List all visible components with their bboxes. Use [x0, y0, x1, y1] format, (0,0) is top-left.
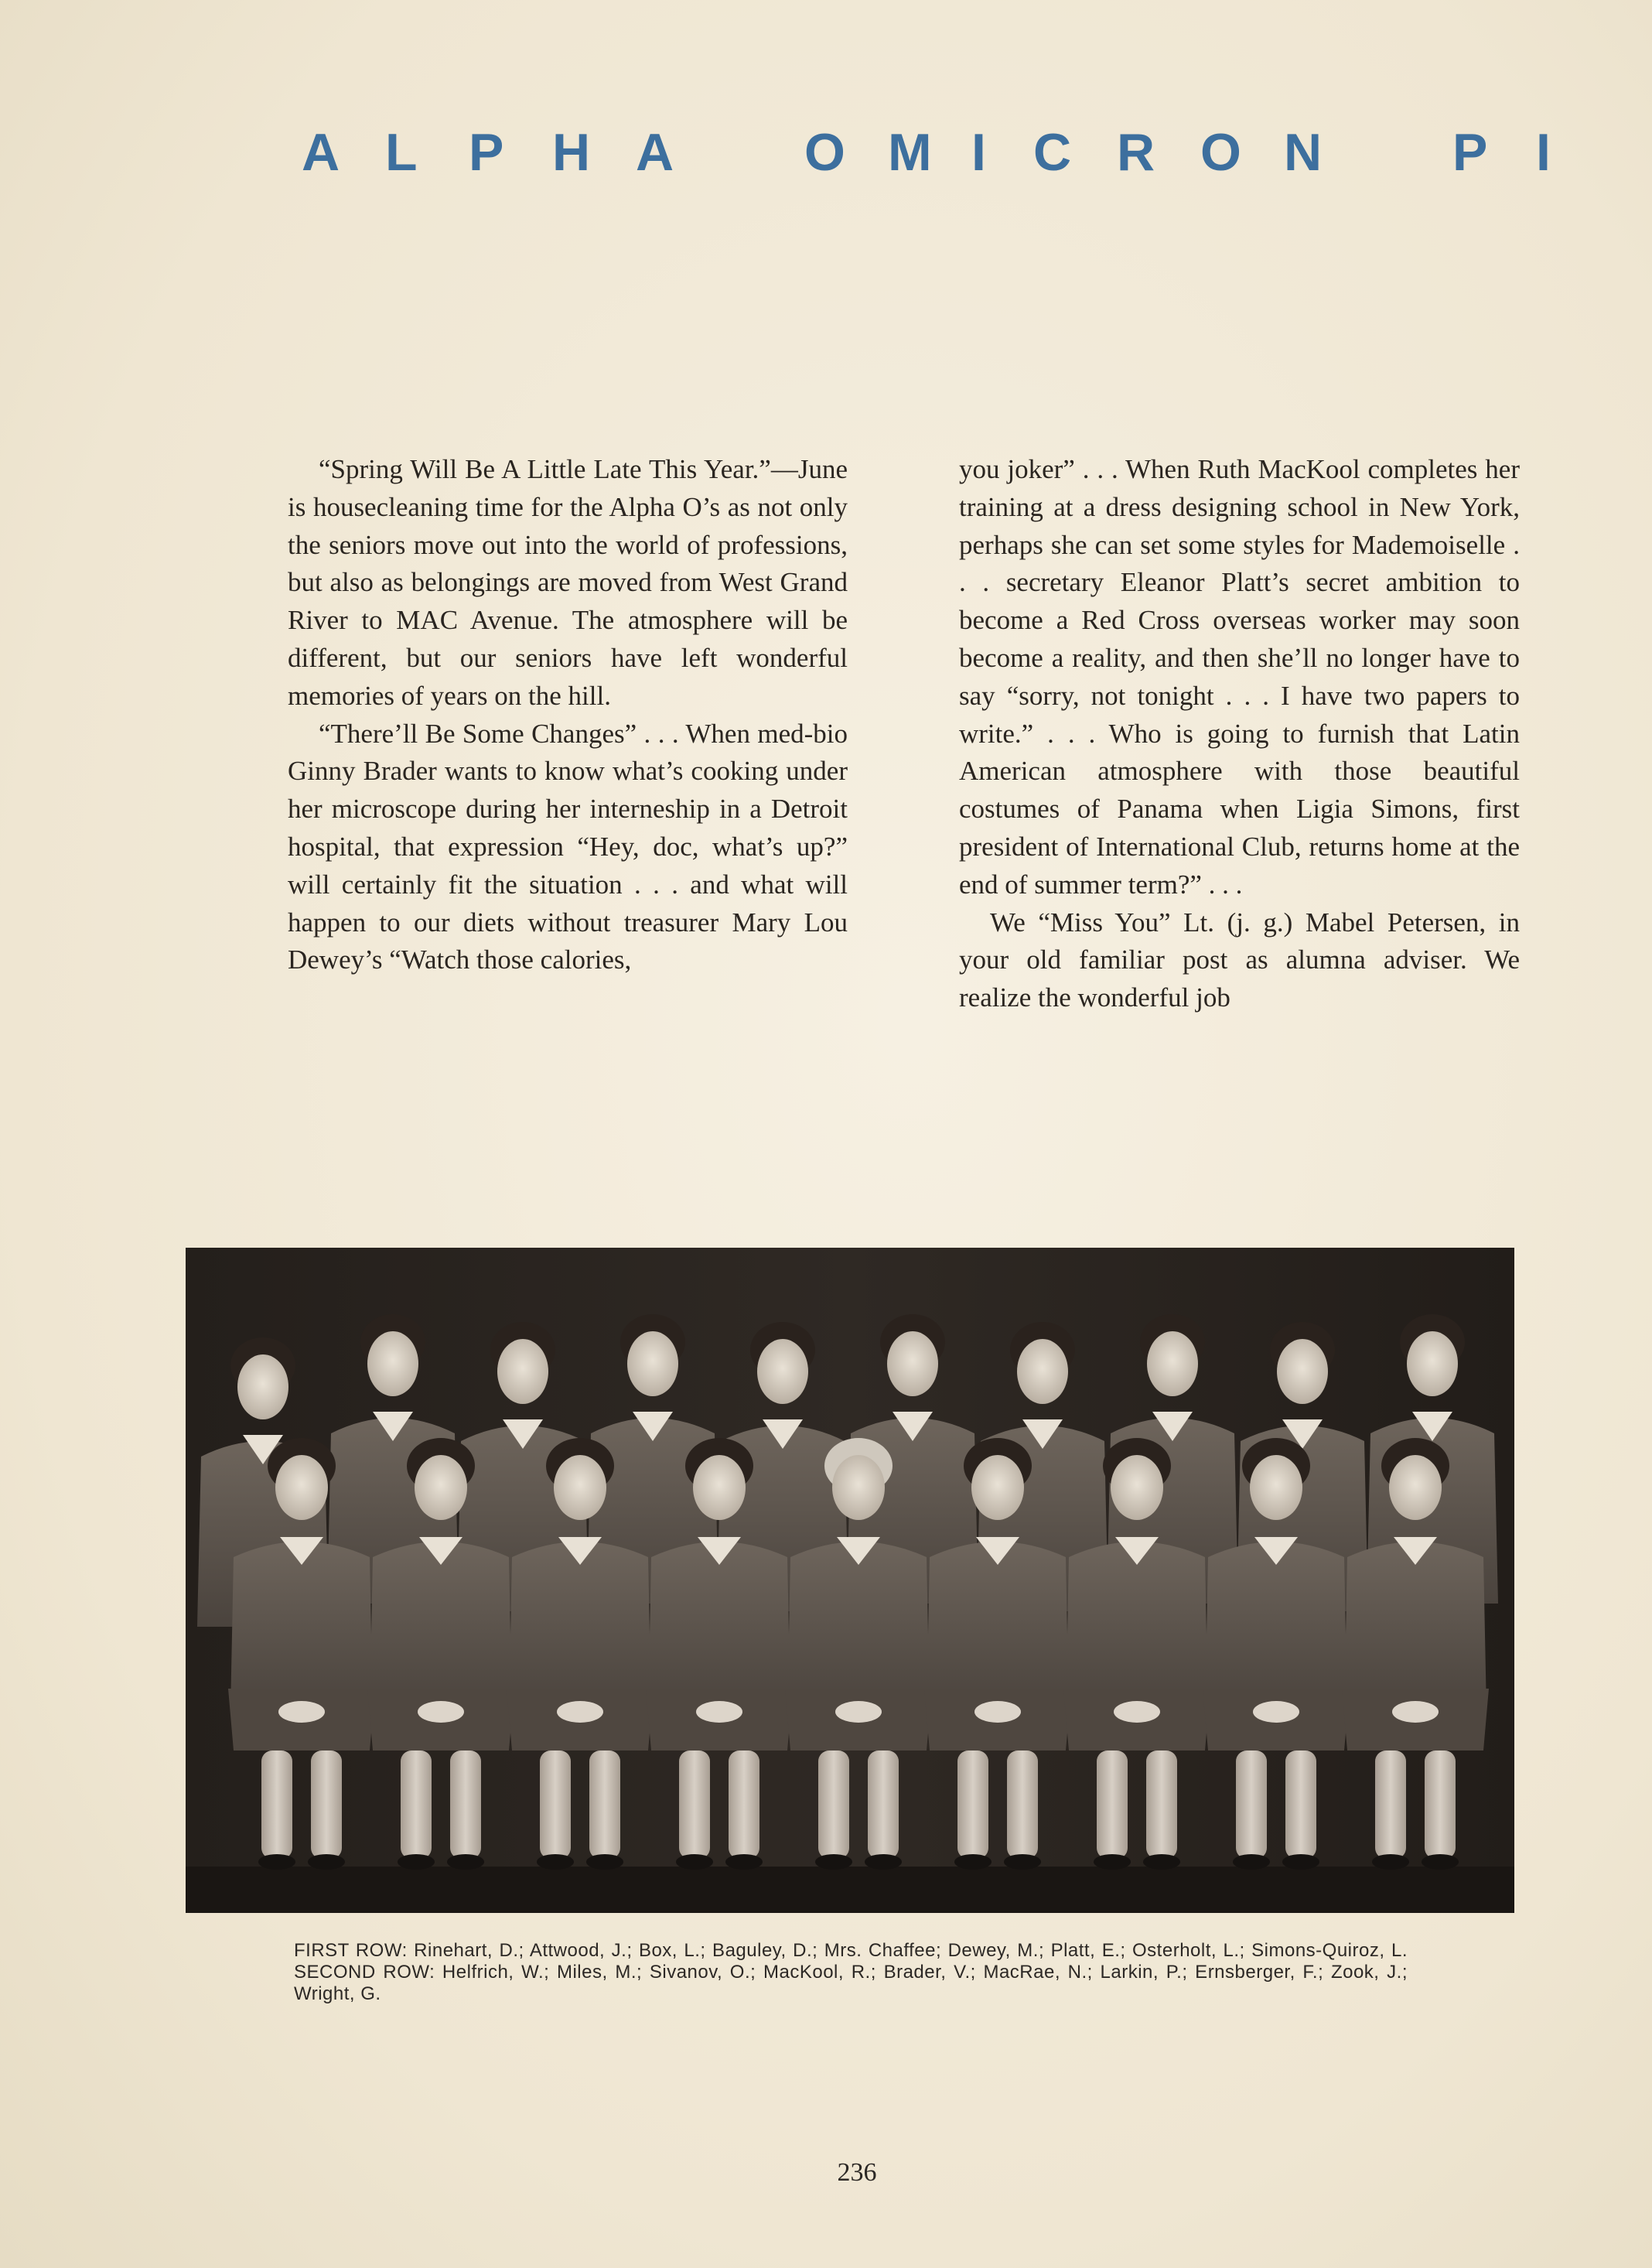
title-word-pi: P I [1452, 123, 1551, 182]
title-word-alpha: A L P H A [302, 123, 674, 182]
article-paragraph: We “Miss You” Lt. (j. g.) Mabel Petersen, in your old familiar post as alumna adviser. We realize the wonderful job [959, 907, 1520, 1013]
article-column-right [959, 451, 1520, 1017]
chapter-title [302, 122, 1555, 183]
group-photo-drawing [186, 1248, 1514, 1913]
photo-caption: FIRST ROW: Rinehart, D.; Attwood, J.; Box, L.; Baguley, D.; Mrs. Chaffee; Dewey, M.; Platt, E.; Osterholt, L.; Simons-Quiroz, L. SECOND ROW: Helfrich, W.; Miles, M.; Sivanov, O.; MacKool, R.; Brader, V.; MacRae, N.; Larkin, P.; Ernsberger, F.; Zook, J.; Wright, G. [294, 1940, 1408, 2004]
article-paragraph: you joker” . . . When Ruth MacKool completes her training at a dress designing school in New York, perhaps she can set some styles for Mademoiselle . . . secretary Eleanor Platt’s secret ambition to become a Red Cross overseas worker may soon become a reality, and then she’ll no longer have to say “sorry, not tonight . . . I have two papers to write.” . . . Who is going to furnish that Latin American atmosphere with those beautiful costumes of Panama when Ligia Simons, first president of International Club, returns home at the end of summer term?” . . . [959, 454, 1520, 900]
article-column-left [288, 451, 848, 979]
title-word-omicron: O M I C R O N [804, 123, 1323, 182]
article-paragraph: “There’ll Be Some Changes” . . . When med-bio Ginny Brader wants to know what’s cooking under her microscope during her interneship in a Detroit hospital, that expression “Hey, doc, what’s up?” will certainly fit the situation . . . and what will happen to our diets without treasurer Mary Lou Dewey’s “Watch those calories, [288, 718, 848, 975]
group-photo [186, 1248, 1514, 1913]
page-number: 236 [837, 2158, 877, 2187]
article-paragraph: “Spring Will Be A Little Late This Year.”—June is housecleaning time for the Alpha O’s as not only the seniors move out into the world of professions, but also as belongings are moved from West Grand River to MAC Avenue. The atmosphere will be different, but our seniors have left wonderful memories of years on the hill. [288, 454, 848, 711]
